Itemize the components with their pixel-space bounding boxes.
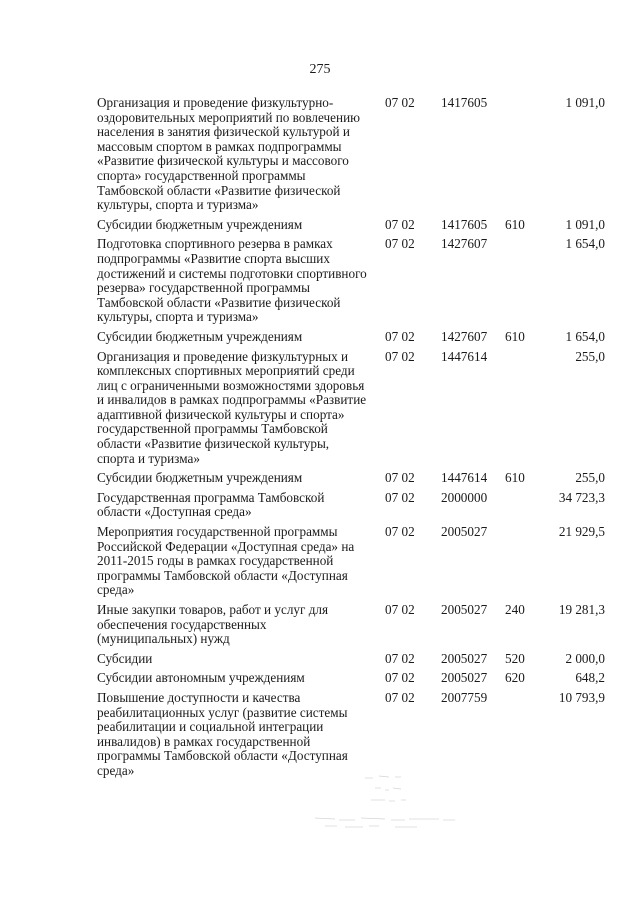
row-target: 2005027 — [441, 650, 488, 666]
row-section: 07 02 — [385, 670, 415, 686]
row-expense: 620 — [505, 670, 525, 686]
row-section: 07 02 — [385, 524, 415, 540]
row-target: 1447614 — [441, 348, 488, 364]
row-name: Организация и проведение физкультурных и комплексных спортивных мероприятий среди лиц с ограниченными возможностями здоровья и инвалидов в рамках подпрограммы «Развитие адаптивной физической культуры и спорта» государственной программы Тамбовской области «Развитие физической культуры, спорта и туризма» — [97, 348, 367, 466]
row-expense: 520 — [505, 650, 525, 666]
row-name: Подготовка спортивного резерва в рамках подпрограммы «Развитие спорта высших достижений и системы подготовки спортивного резерва» государственной программы Тамбовской области «Развитие физической культуры, спорта и туризма» — [97, 236, 367, 325]
row-expense — [505, 525, 541, 603]
row-amount: 10 793,9 — [558, 689, 605, 705]
row-expense: 610 — [505, 470, 525, 486]
row-amount: 255,0 — [575, 470, 605, 486]
row-amount: 255,0 — [575, 348, 605, 364]
table-row — [97, 329, 605, 349]
row-name: Субсидии — [97, 650, 153, 666]
row-section: 07 02 — [385, 348, 415, 364]
table-row — [97, 349, 605, 471]
row-amount: 1 091,0 — [565, 95, 605, 110]
table-row — [97, 690, 605, 782]
row-name: Организация и проведение физкультурно-оздоровительных мероприятий по вовлечению населения в занятия физической культурой и массовым спортом в рамках подпрограммы «Развитие физической культуры и массового спорта» государственной программы Тамбовской области «Развитие физической культуры, спорта и туризма» — [97, 95, 360, 213]
row-target: 2005027 — [441, 602, 488, 617]
row-name: Субсидии бюджетным учреждениям — [97, 470, 303, 486]
row-name: Мероприятия государственной программы Российской Федерации «Доступная среда» на 2011-2015 годы в рамках государственной программы Тамбовской области «Доступная среда» — [97, 524, 355, 598]
table-row — [97, 237, 605, 330]
table-row — [97, 471, 605, 491]
row-expense — [505, 490, 541, 524]
row-name: Иные закупки товаров, работ и услуг для обеспечения государственных (муниципальных) нужд — [97, 602, 329, 647]
budget-table-body — [97, 96, 605, 783]
row-target: 2000000 — [441, 489, 488, 505]
row-expense: 240 — [505, 602, 525, 617]
table-row — [97, 603, 605, 652]
table-row — [97, 217, 605, 237]
row-amount: 1 654,0 — [565, 236, 605, 252]
row-section: 07 02 — [385, 470, 415, 486]
table-row — [97, 671, 605, 691]
row-target: 1427607 — [441, 328, 488, 344]
row-amount: 648,2 — [575, 670, 605, 686]
table-row — [97, 525, 605, 603]
row-target: 2005027 — [441, 670, 488, 686]
row-section: 07 02 — [385, 650, 415, 666]
table-row — [97, 96, 605, 217]
faint-stamp-marks — [305, 770, 465, 840]
row-name: Государственная программа Тамбовской области «Доступная среда» — [97, 489, 325, 520]
row-amount: 1 654,0 — [565, 328, 605, 344]
row-name: Субсидии бюджетным учреждениям — [97, 216, 303, 232]
row-section: 07 02 — [385, 689, 415, 705]
row-target: 1447614 — [441, 470, 488, 486]
row-section: 07 02 — [385, 216, 415, 232]
row-expense: 610 — [505, 328, 525, 344]
row-name: Повышение доступности и качества реабилитационных услуг (развитие системы реабилитации и социальной интеграции инвалидов) в рамках государственной программы Тамбовской области «Доступная среда» — [97, 689, 348, 778]
row-section: 07 02 — [385, 328, 415, 344]
row-section: 07 02 — [385, 602, 415, 617]
row-target: 1427607 — [441, 236, 488, 252]
row-name: Субсидии бюджетным учреждениям — [97, 328, 303, 344]
row-expense: 610 — [505, 216, 525, 232]
row-expense — [505, 237, 541, 330]
row-target: 1417605 — [441, 95, 488, 110]
row-amount: 21 929,5 — [558, 524, 605, 540]
table-row — [97, 490, 605, 524]
row-expense — [505, 96, 541, 217]
page-number: 275 — [309, 62, 331, 77]
row-amount: 19 281,3 — [558, 602, 605, 617]
row-section: 07 02 — [385, 489, 415, 505]
row-section: 07 02 — [385, 236, 415, 252]
table-row — [97, 651, 605, 671]
row-target: 1417605 — [441, 216, 488, 232]
row-section: 07 02 — [385, 95, 415, 110]
row-name: Субсидии автономным учреждениям — [97, 670, 305, 686]
budget-table — [97, 96, 605, 783]
row-amount: 2 000,0 — [565, 650, 605, 666]
row-expense — [505, 690, 541, 782]
row-target: 2005027 — [441, 524, 488, 540]
row-amount: 1 091,0 — [565, 216, 605, 232]
row-expense — [505, 349, 541, 471]
row-amount: 34 723,3 — [558, 489, 605, 505]
row-target: 2007759 — [441, 689, 488, 705]
